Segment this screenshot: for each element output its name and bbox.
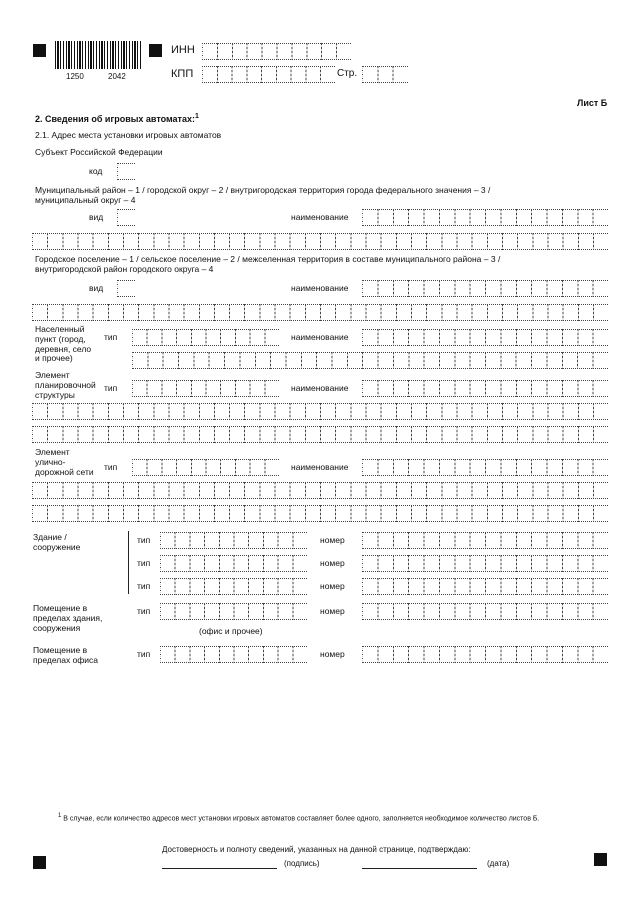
office-type-cells[interactable] [160, 646, 307, 663]
planning-name-cells-3[interactable] [32, 426, 608, 443]
building-number-cells-3[interactable] [362, 578, 608, 595]
office-number-cells[interactable] [362, 646, 608, 663]
confirm-text: Достоверность и полноту сведений, указанных на данной странице, подтверждаю: [162, 845, 471, 854]
building-bracket [128, 531, 129, 594]
planning-type-label: тип [104, 383, 118, 393]
building-label: Здание / сооружение [33, 532, 81, 552]
municipal-kind-cells[interactable] [117, 209, 135, 226]
date-line[interactable] [362, 868, 477, 869]
building-number-cells-2[interactable] [362, 555, 608, 572]
section-subtitle: 2.1. Адрес места установки игровых автоматов [35, 130, 222, 140]
premises-number-label: номер [320, 606, 345, 616]
planning-name-cells[interactable] [362, 380, 608, 397]
sheet-label: Лист Б [577, 98, 608, 108]
corner-marker-top-left [33, 44, 46, 57]
page-cells[interactable] [362, 66, 408, 83]
municipal-kind-label: вид [89, 212, 104, 222]
settlement-kind-label: вид [89, 283, 104, 293]
planning-name-label: наименование [291, 383, 349, 393]
municipal-name-label: наименование [291, 212, 349, 222]
footnote-number: 1 [58, 813, 62, 819]
premises-type-cells[interactable] [160, 603, 307, 620]
section-title-text: 2. Сведения об игровых автоматах: [35, 114, 195, 124]
building-number-label-2: номер [320, 558, 345, 568]
planning-name-cells-2[interactable] [32, 403, 608, 420]
municipal-text: Муниципальный район – 1 / городской округ – 2 / внутригородская территория города федерального значения – 3 / муниципальный округ – 4 [35, 185, 491, 205]
premises-number-cells[interactable] [362, 603, 608, 620]
building-type-cells-3[interactable] [160, 578, 307, 595]
planning-label: Элемент планировочной структуры [35, 370, 96, 400]
kpp-cells[interactable] [202, 66, 335, 83]
building-type-cells-1[interactable] [160, 532, 307, 549]
building-type-label-3: тип [137, 581, 151, 591]
footnote-ref: 1 [194, 113, 199, 120]
section-title [35, 113, 199, 124]
date-label: (дата) [487, 859, 510, 868]
building-number-label-3: номер [320, 581, 345, 591]
footnote [58, 813, 539, 823]
settlement-kind-cells[interactable] [117, 280, 135, 297]
locality-name-cells[interactable] [362, 329, 608, 346]
subject-code-cells[interactable] [117, 163, 135, 180]
municipal-name-cells[interactable] [362, 209, 608, 226]
locality-name-label: наименование [291, 332, 349, 342]
office-type-label: тип [137, 649, 151, 659]
building-type-label-1: тип [137, 535, 151, 545]
kpp-label: КПП [171, 68, 194, 80]
premises-type-label: тип [137, 606, 151, 616]
street-name-cells-2[interactable] [32, 482, 608, 499]
office-label: Помещение в пределах офиса [33, 645, 99, 665]
street-name-label: наименование [291, 462, 349, 472]
settlement-name-cells[interactable] [362, 280, 608, 297]
street-name-cells-3[interactable] [32, 505, 608, 522]
premises-note: (офис и прочее) [199, 626, 263, 636]
footnote-text: В случае, если количество адресов мест установки игровых автоматов составляет более одного, заполняется необходимое количество листов Б. [63, 815, 540, 823]
street-name-cells[interactable] [362, 459, 608, 476]
settlement-name-cells-2[interactable] [32, 304, 608, 321]
planning-type-cells[interactable] [132, 380, 279, 397]
building-number-cells-1[interactable] [362, 532, 608, 549]
corner-marker-top-mid [149, 44, 162, 57]
building-type-label-2: тип [137, 558, 151, 568]
building-type-cells-2[interactable] [160, 555, 307, 572]
locality-label: Населенный пункт (город, деревня, село и прочее) [35, 324, 92, 364]
signature-label: (подпись) [284, 859, 320, 868]
barcode-number-left: 1250 [66, 72, 84, 81]
settlement-name-label: наименование [291, 283, 349, 293]
building-number-label-1: номер [320, 535, 345, 545]
subject-label: Субъект Российской Федерации [35, 147, 163, 157]
barcode-number-right: 2042 [108, 72, 126, 81]
inn-cells[interactable] [202, 43, 351, 60]
inn-label: ИНН [171, 44, 195, 56]
premises-label: Помещение в пределах здания, сооружения [33, 603, 103, 633]
locality-type-label: тип [104, 332, 118, 342]
street-label: Элемент улично-дорожной сети [35, 447, 94, 477]
corner-marker-bottom-right [594, 853, 607, 866]
barcode [55, 41, 141, 69]
locality-type-cells[interactable] [132, 329, 279, 346]
settlement-text: Городское поселение – 1 / сельское поселение – 2 / межселенная территория в составе муниципального района – 3 / внутригородской район городского округа – 4 [35, 254, 501, 274]
street-type-cells[interactable] [132, 459, 279, 476]
locality-name-cells-2[interactable] [132, 352, 608, 369]
street-type-label: тип [104, 462, 118, 472]
subject-code-label: код [89, 166, 103, 176]
office-number-label: номер [320, 649, 345, 659]
municipal-name-cells-2[interactable] [32, 233, 608, 250]
corner-marker-bottom-left [33, 856, 46, 869]
page-label: Стр. [337, 68, 358, 79]
signature-line[interactable] [162, 868, 277, 869]
